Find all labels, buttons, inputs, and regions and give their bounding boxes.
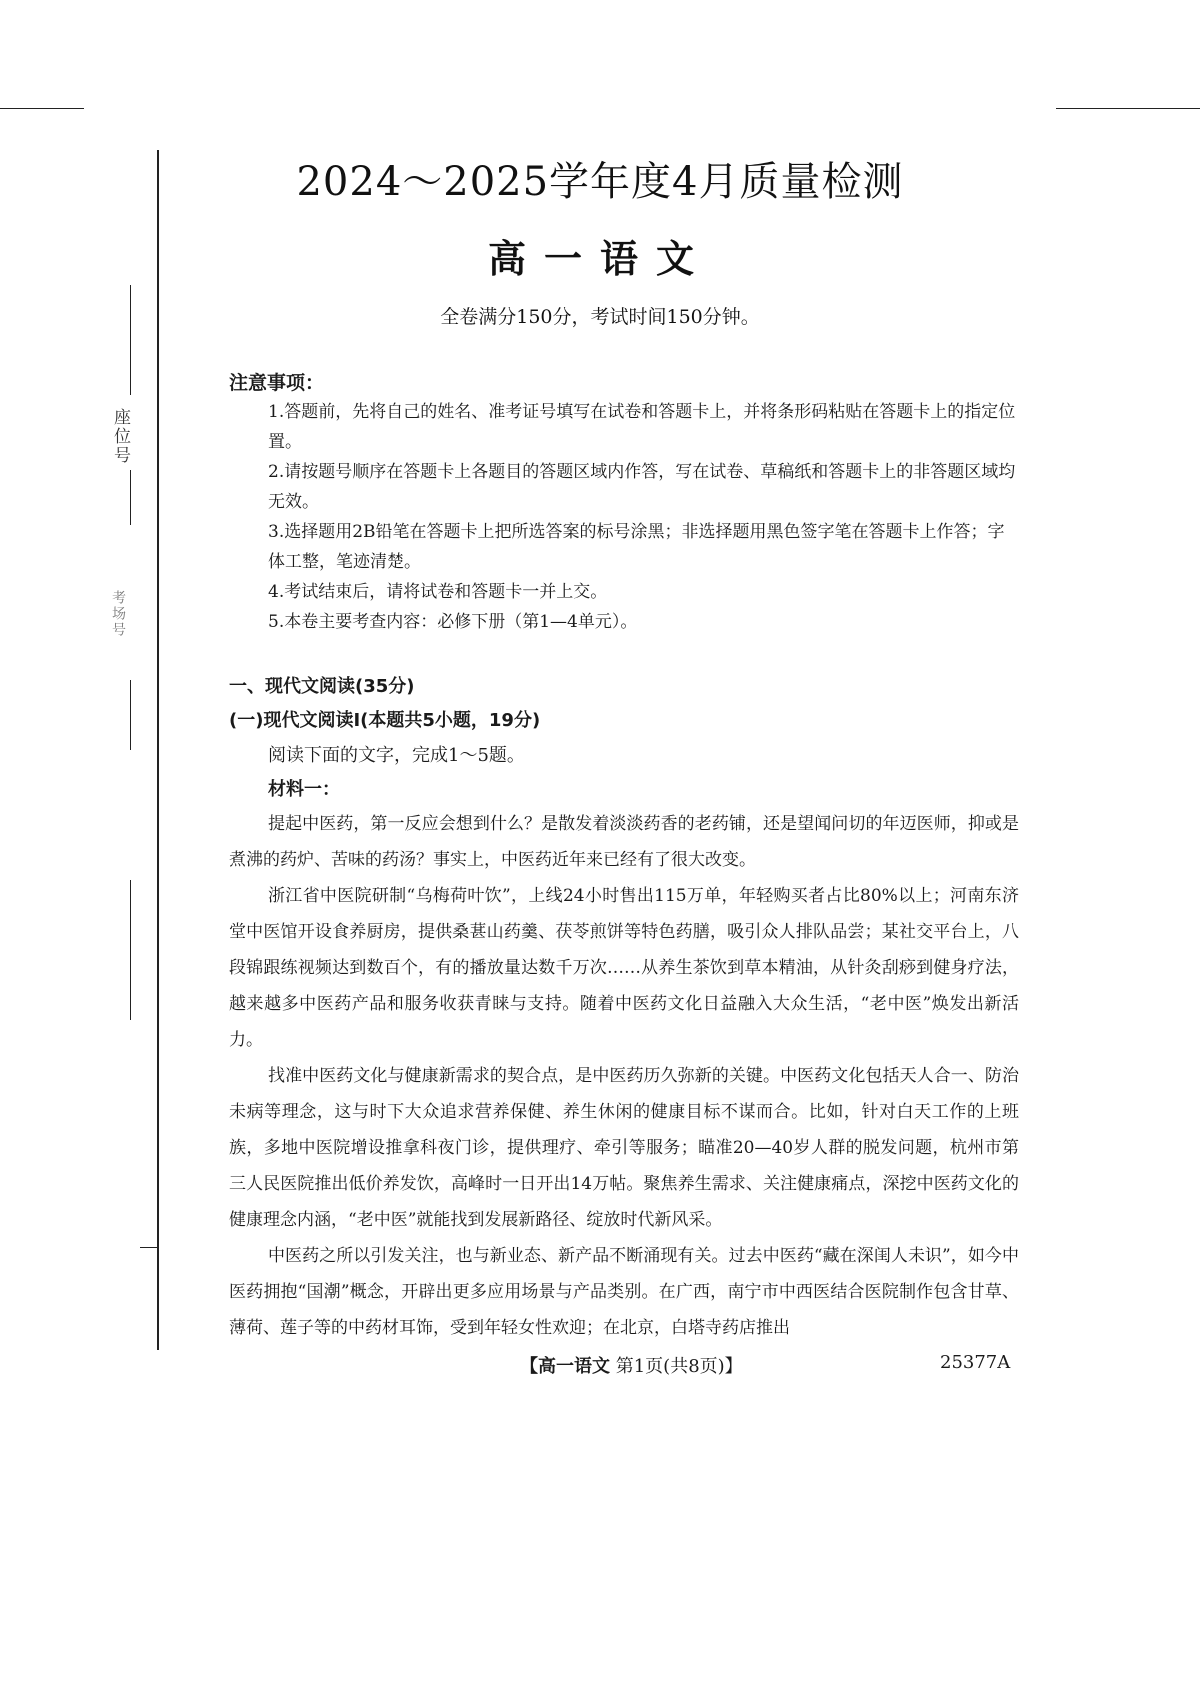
body-paragraph: 找准中医药文化与健康新需求的契合点，是中医药历久弥新的关键。中医药文化包括天人合一、防治未病等理念，这与时下大众追求营养保健、养生休闲的健康目标不谋而合。比如，针对白天工作的上班族，多地中医院增设推拿科夜门诊，提供理疗、牵引等服务；瞄准20—40岁人群的脱发问题，杭州市第三人民医院推出低价养发饮，高峰时一日开出14万帖。聚焦养生需求、关注健康痛点，深挖中医药文化的健康理念内涵，“老中医”就能找到发展新路径、绽放时代新风采。 xyxy=(229,1066,1019,1230)
note-item: 4.考试结束后，请将试卷和答题卡一并上交。 xyxy=(268,582,608,602)
section-subheading: (一)现代文阅读Ⅰ(本题共5小题，19分) xyxy=(229,710,541,731)
note-item: 2.请按题号顺序在答题卡上各题目的答题区域内作答，写在试卷、草稿纸和答题卡上的非答题区域均无效。 xyxy=(268,462,1016,512)
body-paragraph: 提起中医药，第一反应会想到什么？是散发着淡淡药香的老药铺，还是望闻问切的年迈医师，抑或是煮沸的药炉、苦味的药汤？事实上，中医药近年来已经有了很大改变。 xyxy=(229,814,1019,870)
margin-tick xyxy=(140,1247,158,1248)
exam-room-label: 考场号 xyxy=(110,590,126,638)
margin-line xyxy=(130,880,131,1020)
seat-number-label: 座位号 xyxy=(110,408,130,465)
page-footer xyxy=(520,1352,743,1378)
notes-title: 注意事项： xyxy=(229,372,325,394)
body-paragraph: 浙江省中医院研制“乌梅荷叶饮”，上线24小时售出115万单，年轻购买者占比80%以上；河南东济堂中医馆开设食养厨房，提供桑葚山药羹、茯苓煎饼等特色药膳，吸引众人排队品尝；某社交平台上，八段锦跟练视频达到数百个，有的播放量达数千万次……从养生茶饮到草本精油，从针灸刮痧到健身疗法，越来越多中医药产品和服务收获青睐与支持。随着中医药文化日益融入大众生活，“老中医”焕发出新活力。 xyxy=(229,886,1019,1050)
material-label: 材料一： xyxy=(268,779,340,800)
note-item: 1.答题前，先将自己的姓名、准考证号填写在试卷和答题卡上，并将条形码粘贴在答题卡上的指定位置。 xyxy=(268,402,1016,452)
margin-line xyxy=(130,470,131,525)
section-heading: 一、现代文阅读(35分) xyxy=(229,676,415,697)
footer-subject: 【高一语文 xyxy=(520,1356,610,1377)
page-title: 2024～2025学年度4月质量检测 xyxy=(296,159,904,205)
note-item: 5.本卷主要考查内容：必修下册（第1—4单元）。 xyxy=(268,612,638,632)
binding-line xyxy=(157,150,159,1350)
paper-code: 25377A xyxy=(940,1352,1011,1373)
top-left-rule xyxy=(0,108,84,109)
note-item: 3.选择题用2B铅笔在答题卡上把所选答案的标号涂黑；非选择题用黑色签字笔在答题卡上作答；字体工整，笔迹清楚。 xyxy=(268,522,1005,572)
body-paragraph: 中医药之所以引发关注，也与新业态、新产品不断涌现有关。过去中医药“藏在深闺人未识”，如今中医药拥抱“国潮”概念，开辟出更多应用场景与产品类别。在广西，南宁市中西医结合医院制作包含甘草、薄荷、莲子等的中药材耳饰，受到年轻女性欢迎；在北京，白塔寺药店推出 xyxy=(229,1246,1019,1338)
score-info: 全卷满分150分，考试时间150分钟。 xyxy=(440,306,760,328)
instruction: 阅读下面的文字，完成1～5题。 xyxy=(268,745,525,766)
footer-page: 第1页(共8页)】 xyxy=(615,1356,743,1377)
subject-title: 高一语文 xyxy=(487,237,712,281)
top-right-rule xyxy=(1056,108,1200,109)
margin-line xyxy=(130,680,131,750)
